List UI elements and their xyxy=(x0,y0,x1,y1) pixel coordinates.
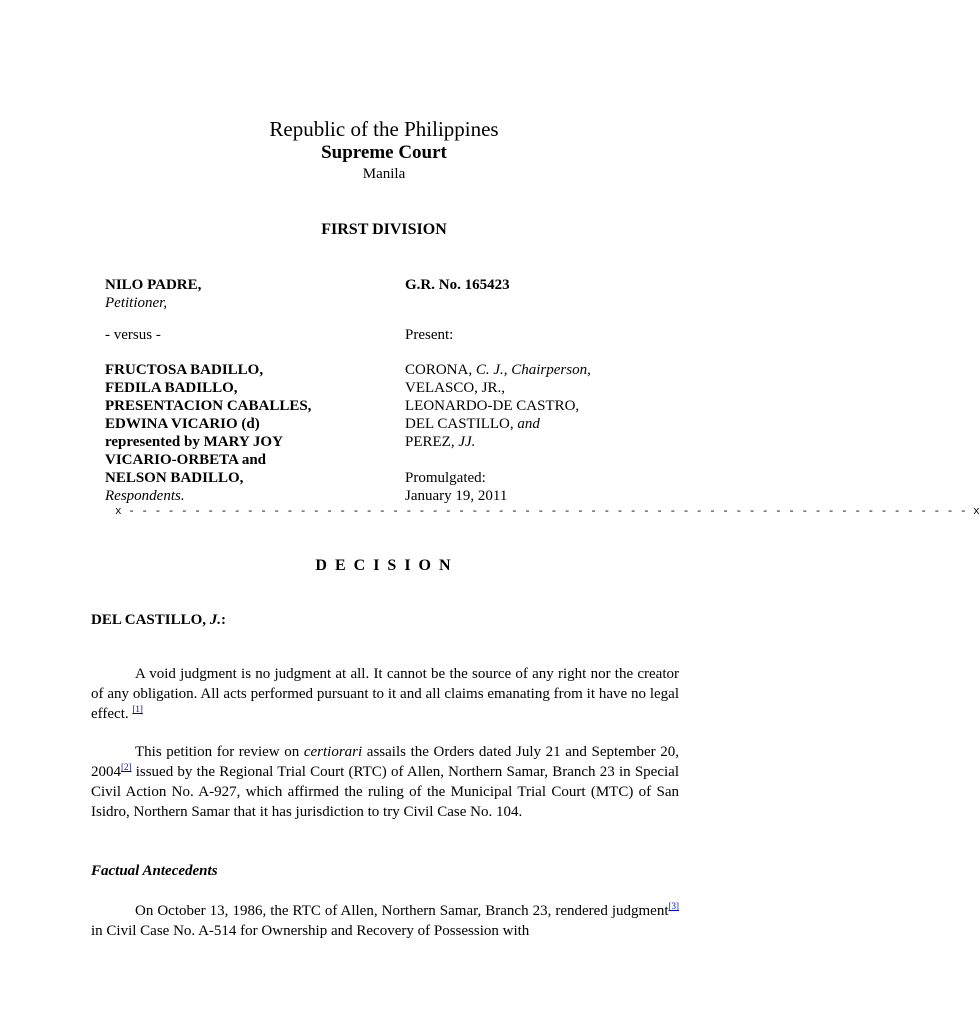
republic-heading: Republic of the Philippines xyxy=(269,117,499,141)
justice-line: VELASCO, JR., xyxy=(405,380,506,396)
certiorari-term: certiorari xyxy=(303,744,363,760)
justice-name: CORONA, xyxy=(405,362,473,378)
versus-text: - versus - xyxy=(105,327,161,343)
respondent-line: FEDILA BADILLO, xyxy=(105,380,238,396)
petitioner-name: NILO PADRE, xyxy=(105,277,202,293)
paragraph-2 xyxy=(91,742,679,822)
court-heading: Supreme Court xyxy=(321,142,447,163)
respondent-line: VICARIO-ORBETA and xyxy=(105,452,267,468)
section-heading: Factual Antecedents xyxy=(91,863,218,879)
paragraph-1 xyxy=(91,664,679,724)
respondent-line: EDWINA VICARIO (d) xyxy=(105,416,260,432)
present-label: Present: xyxy=(405,327,454,343)
footnote-link-1[interactable]: [1] xyxy=(132,704,143,714)
case-caption-right xyxy=(405,276,695,505)
justice-line: LEONARDO-DE CASTRO, xyxy=(405,398,580,414)
promulgated-label: Promulgated: xyxy=(405,470,486,486)
justice-name: DEL CASTILLO, xyxy=(405,416,514,432)
justice-line xyxy=(405,415,695,433)
case-caption-left xyxy=(105,276,395,505)
promulgated-date: January 19, 2011 xyxy=(405,488,508,504)
respondents-names xyxy=(105,361,395,487)
paragraph-text: On October 13, 1986, the RTC of Allen, Northern Samar, Branch 23, rendered judgment xyxy=(135,903,669,919)
paragraph-text: assails the Orders dated July 21 and September 20, 2004 xyxy=(91,744,679,780)
justice-title: C. J., Chairperson, xyxy=(475,362,591,378)
gr-number: G.R. No. 165423 xyxy=(405,277,510,293)
decision-title: D E C I S I O N xyxy=(315,557,453,574)
footnote-link-2[interactable]: [2] xyxy=(121,762,132,772)
ponente-title: J. xyxy=(209,612,222,628)
justice-and: and xyxy=(517,416,540,432)
paragraph-text: in Civil Case No. A-514 for Ownership and Recovery of Possession with xyxy=(91,923,530,939)
city-heading: Manila xyxy=(362,166,406,182)
petitioner-role: Petitioner, xyxy=(105,295,168,311)
division-heading: FIRST DIVISION xyxy=(321,221,447,238)
justice-name: PEREZ, xyxy=(405,434,455,450)
justice-line xyxy=(405,433,695,451)
respondent-line: represented by MARY JOY xyxy=(105,434,283,450)
paragraph-text: This petition for review on xyxy=(135,744,304,760)
respondents-role: Respondents. xyxy=(105,488,185,504)
respondent-line: PRESENTACION CABALLES, xyxy=(105,398,312,414)
justice-title: JJ. xyxy=(458,434,476,450)
paragraph-text: issued by the Regional Trial Court (RTC) of Allen, Northern Samar, Branch 23 in Special Civil Action No. A-927, which affirmed the ruling of the Municipal Trial Court (MTC) of San Isidro, Northern Samar that it has jurisdiction to try Civil Case No. 104. xyxy=(91,764,679,820)
respondent-line: FRUCTOSA BADILLO, xyxy=(105,362,264,378)
respondent-line: NELSON BADILLO, xyxy=(105,470,244,486)
footnote-link-3[interactable]: [3] xyxy=(668,901,679,911)
justice-line xyxy=(405,361,695,379)
paragraph-3 xyxy=(91,901,679,941)
caption-separator: x - - - - - - - - - - - - - - - - - - - - - - - - - - - - - - - - - - - - - - - - - - - - - - - - - - - - - - - - - - - - - - - - x xyxy=(115,506,980,518)
ponente-line xyxy=(91,611,226,629)
ponente-colon: : xyxy=(221,612,227,628)
ponente-name: DEL CASTILLO, xyxy=(91,612,207,628)
paragraph-text: A void judgment is no judgment at all. It cannot be the source of any right nor the creator of any obligation. All acts performed pursuant to it and all claims emanating from it have no legal effect. xyxy=(91,666,679,722)
